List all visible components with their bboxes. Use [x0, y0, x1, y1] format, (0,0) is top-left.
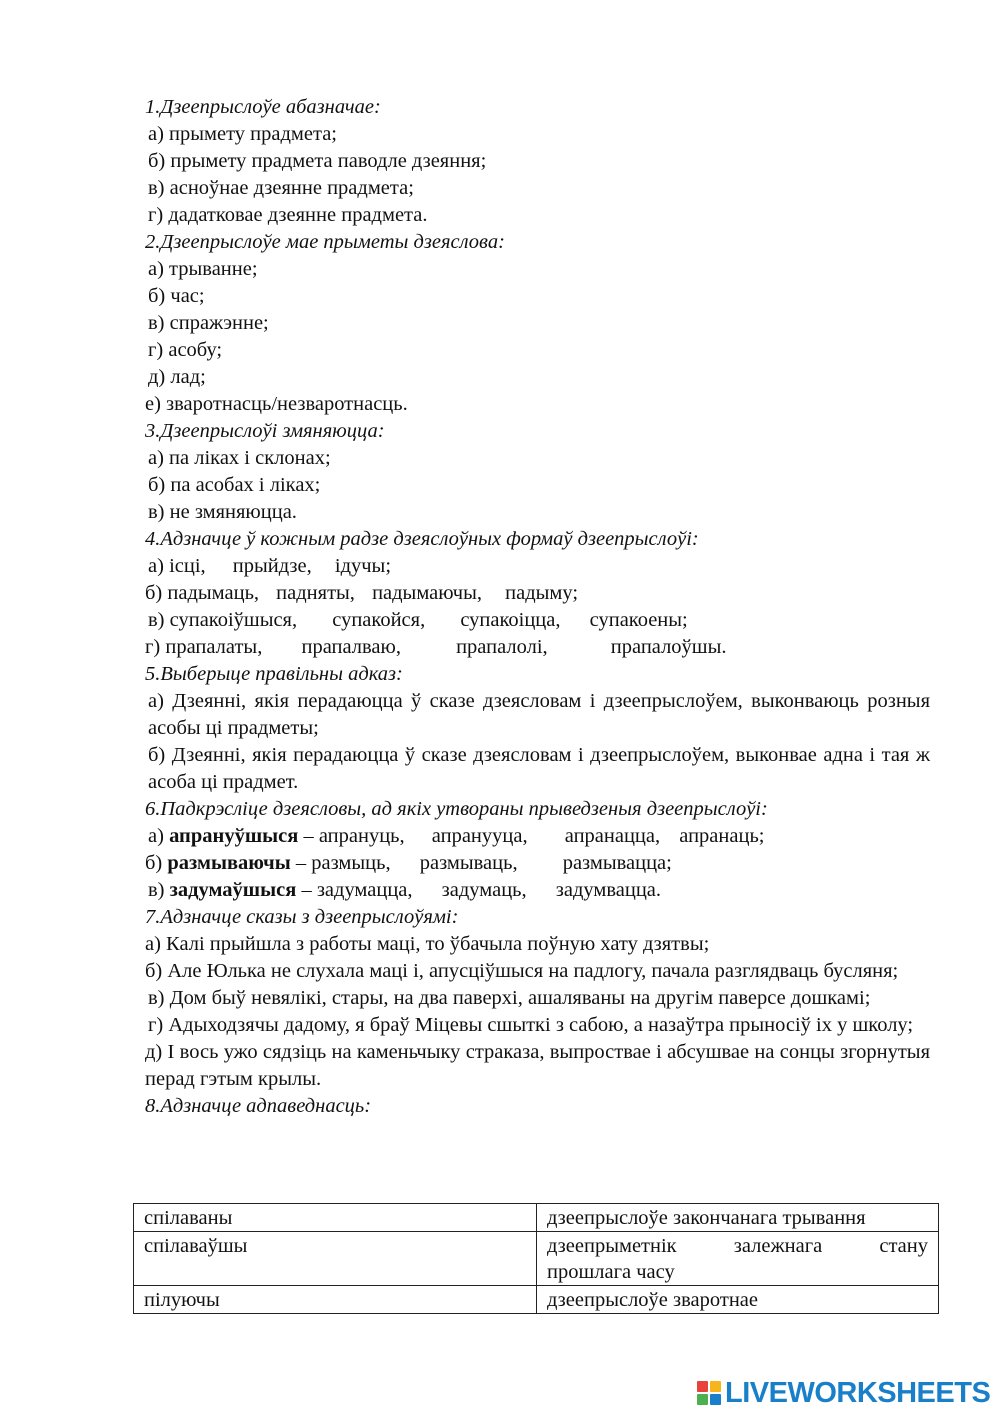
- q4-row-b-label: б): [145, 582, 163, 604]
- q6-choice[interactable]: – размыць,: [295, 852, 391, 874]
- q4-row-a-label: а): [148, 555, 164, 577]
- liveworksheets-logo: [697, 1376, 991, 1409]
- q3-option-b[interactable]: б) па асобах і ліках;: [148, 474, 321, 496]
- q4-word[interactable]: падыму;: [505, 582, 579, 604]
- q6-participle: размываючы: [167, 852, 291, 874]
- table-cell-left[interactable]: спілаваўшы: [134, 1232, 537, 1286]
- q1-option-d[interactable]: г) дадатковае дзеянне прадмета.: [148, 204, 428, 226]
- q6-choice[interactable]: задумвацца.: [555, 879, 662, 901]
- q6-choice[interactable]: размываць,: [419, 852, 518, 874]
- q4-row-b: [145, 580, 930, 607]
- question-1-title: 1.Дзеепрыслоўе абазначае:: [145, 96, 381, 118]
- q4-word[interactable]: ідучы;: [334, 555, 392, 577]
- q1-option-b[interactable]: б) прымету прадмета паводле дзеяння;: [148, 150, 487, 172]
- q6-choice[interactable]: – апрануць,: [303, 825, 405, 847]
- q1-option-a[interactable]: а) прымету прадмета;: [148, 123, 338, 145]
- table-cell-right-line: прошлага часу: [547, 1261, 675, 1283]
- table-cell-word: стану: [879, 1235, 928, 1257]
- table-row: [134, 1232, 939, 1286]
- q6-row-a-label: а): [148, 825, 164, 847]
- q6-row-a: [145, 823, 930, 850]
- table-cell-word: залежнага: [733, 1235, 823, 1257]
- table-cell-left[interactable]: пілуючы: [134, 1286, 537, 1314]
- table-row: [134, 1286, 939, 1314]
- q6-row-c-label: в): [148, 879, 165, 901]
- q4-word[interactable]: падняты,: [276, 582, 355, 604]
- q6-choice[interactable]: апранууца,: [431, 825, 528, 847]
- question-5-title: 5.Выберыце правільны адказ:: [145, 663, 403, 685]
- q4-word[interactable]: прапалолі,: [456, 636, 548, 658]
- logo-blocks-icon: [697, 1381, 721, 1405]
- q6-row-b-label: б): [145, 852, 163, 874]
- table-cell-right-line: [547, 1233, 928, 1259]
- q2-option-d[interactable]: г) асобу;: [148, 339, 223, 361]
- q4-row-d-label: г): [145, 636, 161, 658]
- q2-option-e[interactable]: д) лад;: [148, 366, 206, 388]
- q4-word[interactable]: прапалаты,: [165, 636, 263, 658]
- q7-option-c[interactable]: в) Дом быў невялікі, стары, на два паверхі, ашаляваны на другім паверсе дошкамі;: [148, 987, 871, 1009]
- table-cell-left[interactable]: спілаваны: [134, 1204, 537, 1232]
- table-cell-right[interactable]: дзеепрыслоўе зваротнае: [537, 1286, 939, 1314]
- q4-row-c-label: в): [148, 609, 165, 631]
- q4-word[interactable]: падымаць,: [167, 582, 260, 604]
- q2-option-c[interactable]: в) спражэнне;: [148, 312, 269, 334]
- q2-option-b[interactable]: б) час;: [148, 285, 205, 307]
- q6-row-c: [145, 877, 930, 904]
- q4-word[interactable]: супакоіўшыся,: [169, 609, 298, 631]
- q6-choice[interactable]: апранаць;: [679, 825, 765, 847]
- q4-word[interactable]: прыйдзе,: [232, 555, 312, 577]
- question-4-title: 4.Адзначце ў кожным радзе дзеяслоўных формаў дзеепрыслоўі:: [145, 528, 699, 550]
- q7-option-d[interactable]: г) Адыходзячы дадому, я браў Міцевы сшыткі з сабою, а назаўтра прыносіў іх у школу;: [148, 1014, 914, 1036]
- q6-choice[interactable]: – задумацца,: [301, 879, 413, 901]
- question-3-title: 3.Дзеепрыслоўі змяняюцца:: [145, 420, 385, 442]
- q2-option-a[interactable]: а) трыванне;: [148, 258, 258, 280]
- q6-choice[interactable]: размывацца;: [562, 852, 672, 874]
- q6-choice[interactable]: апранацца,: [564, 825, 661, 847]
- table-row: [134, 1204, 939, 1232]
- q7-option-e[interactable]: д) І вось ужо сядзіць на каменьчыку страказа, выпроствае і абсушвае на сонцы згорнутыя перад гэтым крылы.: [145, 1041, 930, 1090]
- q5-option-b[interactable]: б) Дзеянні, якія перадаюцца ў сказе дзеясловам і дзеепрыслоўем, выконвае адна і тая ж асоба ці прадмет.: [148, 744, 930, 793]
- q2-option-f[interactable]: е) зваротнасць/незваротнасць.: [145, 393, 408, 415]
- question-7-title: 7.Адзначце сказы з дзеепрыслоўямі:: [145, 906, 459, 928]
- q6-choice[interactable]: задумаць,: [441, 879, 527, 901]
- logo-block: [697, 1394, 708, 1405]
- matching-table: [133, 1203, 939, 1314]
- table-cell-right[interactable]: дзеепрыслоўе закончанага трывання: [537, 1204, 939, 1232]
- q4-word[interactable]: супакоены;: [589, 609, 688, 631]
- q5-option-a[interactable]: а) Дзеянні, якія перадаюцца ў сказе дзеясловам і дзеепрыслоўем, выконваюць розныя асобы ці прадметы;: [148, 690, 930, 739]
- q1-option-c[interactable]: в) асноўнае дзеянне прадмета;: [148, 177, 414, 199]
- table-cell-word: дзеепрыметнік: [547, 1235, 677, 1257]
- q4-word[interactable]: супакойся,: [332, 609, 426, 631]
- q4-word[interactable]: прапалоўшы.: [610, 636, 727, 658]
- q3-option-c[interactable]: в) не змяняюцца.: [148, 501, 297, 523]
- table-cell-right[interactable]: [537, 1232, 939, 1286]
- logo-block: [710, 1381, 721, 1392]
- logo-block: [697, 1381, 708, 1392]
- q4-row-c: [145, 607, 930, 634]
- q4-row-a: [145, 553, 930, 580]
- q3-option-a[interactable]: а) па ліках і склонах;: [148, 447, 331, 469]
- q4-word[interactable]: ісці,: [169, 555, 206, 577]
- question-6-title: 6.Падкрэсліце дзеясловы, ад якіх утвораны прыведзеныя дзеепрыслоўі:: [145, 798, 768, 820]
- q6-participle: апрануўшыся: [169, 825, 299, 847]
- q6-participle: задумаўшыся: [169, 879, 297, 901]
- question-8-title: 8.Адзначце адпаведнасць:: [145, 1095, 372, 1117]
- q7-option-b[interactable]: б) Але Юлька не слухала маці і, апусціўшыся на падлогу, пачала разглядваць бусляня;: [145, 960, 899, 982]
- logo-text: LIVEWORKSHEETS: [725, 1376, 991, 1409]
- q4-row-d: [145, 634, 930, 661]
- question-2-title: 2.Дзеепрыслоўе мае прыметы дзеяслова:: [145, 231, 505, 253]
- q7-option-a[interactable]: а) Калі прыйшла з работы маці, то ўбачыла поўную хату дзятвы;: [145, 933, 710, 955]
- q6-row-b: [145, 850, 930, 877]
- q4-word[interactable]: падымаючы,: [372, 582, 483, 604]
- worksheet: [145, 94, 930, 1120]
- logo-block: [710, 1394, 721, 1405]
- q4-word[interactable]: прапалваю,: [301, 636, 401, 658]
- q4-word[interactable]: супакоіцца,: [460, 609, 561, 631]
